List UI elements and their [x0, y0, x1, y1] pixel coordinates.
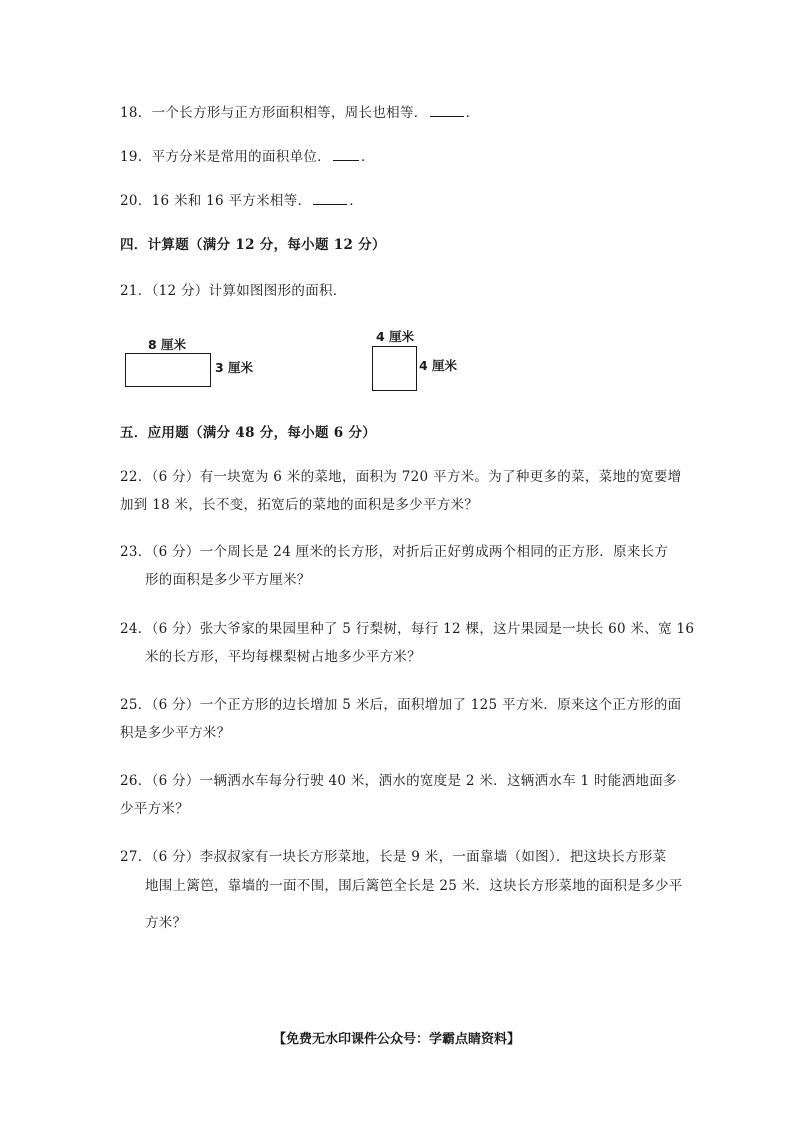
question-20-end: ． [349, 193, 364, 209]
question-24-line-2: 米的长方形，平均每棵梨树占地多少平方米？ [145, 649, 421, 665]
question-19 [120, 148, 375, 166]
section-4-heading: 四．计算题（满分 12 分，每小题 12 分） [120, 237, 386, 253]
answer-blank-19[interactable] [333, 148, 359, 161]
square-top-label: 4 厘米 [376, 329, 415, 344]
answer-blank-18[interactable] [430, 104, 464, 117]
square-side-label: 4 厘米 [419, 358, 458, 373]
question-19-end: ． [360, 149, 375, 165]
question-26-line-2: 少平方米？ [120, 801, 189, 817]
question-27-line-2: 地围上篱笆，靠墙的一面不围，围后篱笆全长是 25 米．这块长方形菜地的面积是多少平 [145, 878, 683, 894]
question-27-line-1: 27．（6 分）李叔叔家有一块长方形菜地，长是 9 米，一面靠墙（如图）．把这块长方形菜 [120, 849, 667, 865]
question-20 [120, 192, 363, 210]
question-20-text: 20．16 米和 16 平方米相等． [120, 193, 312, 209]
question-26-line-1: 26．（6 分）一辆洒水车每分行驶 40 米，洒水的宽度是 2 米．这辆洒水车 1 时能洒地面多 [120, 773, 677, 789]
question-18-end: ． [465, 105, 480, 121]
square-figure [372, 346, 417, 391]
question-21: 21．（12 分）计算如图图形的面积． [120, 283, 347, 299]
question-23-line-1: 23．（6 分）一个周长是 24 厘米的长方形，对折后正好剪成两个相同的正方形．原来长方 [120, 544, 669, 560]
question-25-line-2: 积是多少平方米？ [120, 725, 231, 741]
question-22-line-1: 22．（6 分）有一块宽为 6 米的菜地，面积为 720 平方米。为了种更多的菜，菜地的宽要增 [120, 469, 682, 485]
rectangle-figure [125, 353, 211, 387]
question-19-text: 19．平方分米是常用的面积单位． [120, 149, 331, 165]
question-18 [120, 104, 479, 122]
footer-note: 【免费无水印课件公众号：学霸点睛资料】 [272, 1032, 520, 1047]
question-24-line-1: 24．（6 分）张大爷家的果园里种了 5 行梨树，每行 12 棵，这片果园是一块长 60 米、宽 16 [120, 621, 695, 637]
section-5-heading: 五．应用题（满分 48 分，每小题 6 分） [120, 425, 377, 441]
question-18-text: 18．一个长方形与正方形面积相等，周长也相等． [120, 105, 428, 121]
question-25-line-1: 25．（6 分）一个正方形的边长增加 5 米后，面积增加了 125 平方米．原来这个正方形的面 [120, 697, 682, 713]
question-22-line-2: 加到 18 米，长不变，拓宽后的菜地的面积是多少平方米？ [120, 497, 479, 513]
question-27-line-3: 方米？ [145, 915, 187, 931]
rect-length-label: 8 厘米 [148, 337, 187, 352]
question-23-line-2: 形的面积是多少平方厘米？ [145, 572, 311, 588]
answer-blank-20[interactable] [313, 192, 347, 205]
rect-width-label: 3 厘米 [215, 360, 254, 375]
